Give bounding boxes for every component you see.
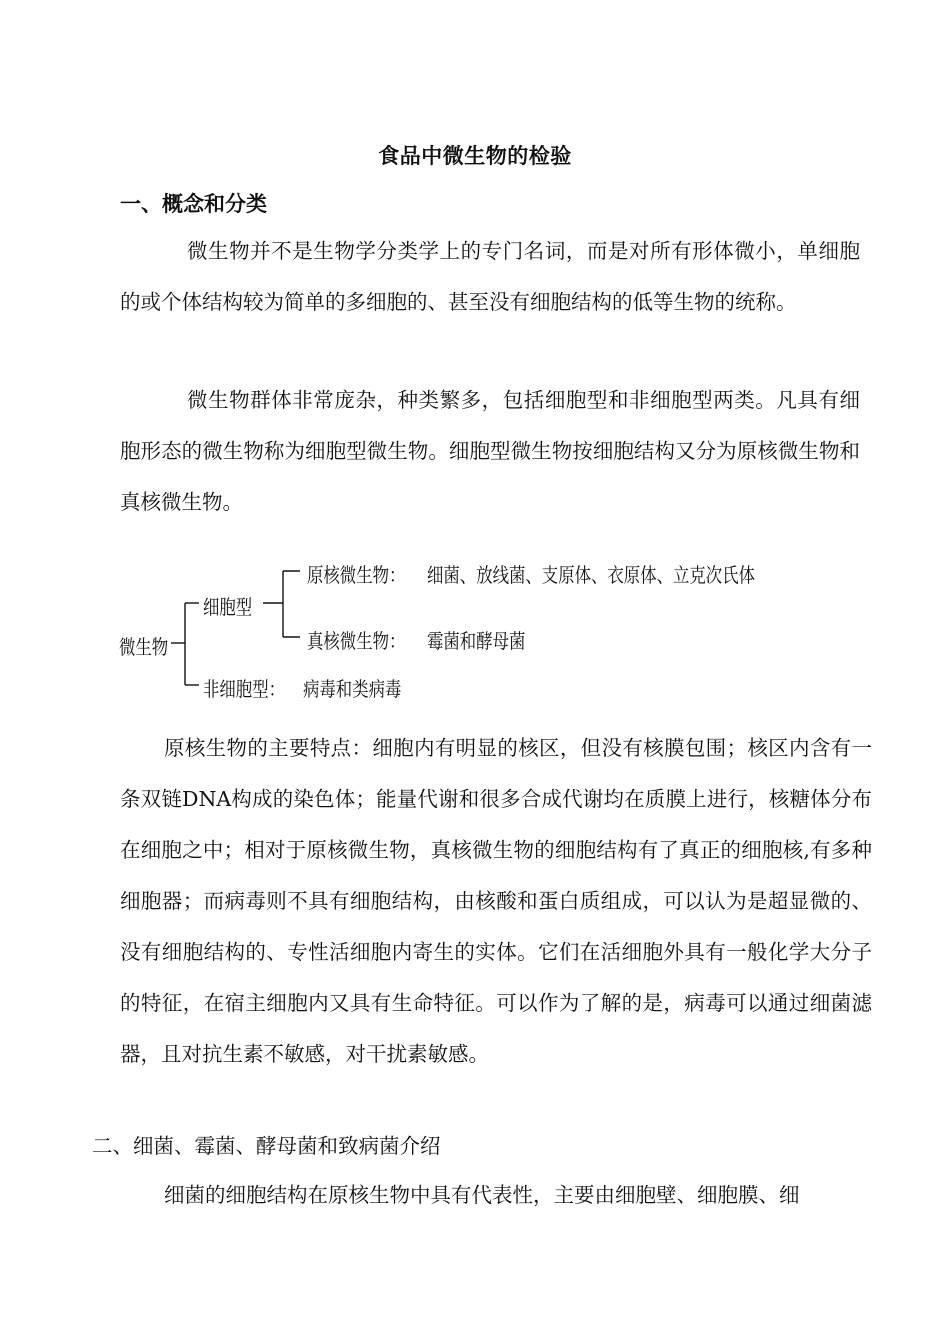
classification-diagram [115,545,815,715]
diagram-noncellular-examples: 病毒和类病毒 [303,677,402,701]
diagram-noncellular-label: 非细胞型： [203,677,285,701]
document-title: 食品中微生物的检验 [378,144,572,168]
diagram-eukaryote-examples: 霉菌和酵母菌 [427,629,526,653]
diagram-eukaryote-label: 真核微生物： [307,629,406,653]
paragraph-definition: 微生物并不是生物学分类学上的专门名词，而是对所有形体微小，单细胞的或个体结构较为简单的多细胞的、甚至没有细胞结构的低等生物的统称。 [120,239,860,314]
diagram-prokaryote-examples: 细菌、放线菌、支原体、衣原体、立克次氏体 [427,563,755,587]
section-heading-bacteria: 二、细菌、霉菌、酵母菌和致病菌介绍 [92,1134,441,1158]
section-heading-concepts: 一、概念和分类 [120,192,267,216]
diagram-root-label: 微生物 [119,635,169,659]
diagram-prokaryote-label: 原核微生物： [307,563,406,587]
paragraph-bacteria-structure: 细菌的细胞结构在原核生物中具有代表性，主要由细胞壁、细胞膜、细 [164,1183,800,1207]
paragraph-prokaryote-features: 原核生物的主要特点：细胞内有明显的核区，但没有核膜包围；核区内含有一条双链DNA构成的染色体；能量代谢和很多合成代谢均在质膜上进行，核糖体分布在细胞之中；相对于原核微生物，真核微生物的细胞结构有了真正的细胞核,有多种细胞器；而病毒则不具有细胞结构，由核酸和蛋白质组成，可以认为是超显微的、没有细胞结构的、专性活细胞内寄生的实体。它们在活细胞外具有一般化学大分子的特征，在宿主细胞内又具有生命特征。可以作为了解的是，病毒可以通过细菌滤器，且对抗生素不敏感，对干扰素敏感。 [120,736,872,1066]
paragraph-classification: 微生物群体非常庞杂，种类繁多，包括细胞型和非细胞型两类。凡具有细胞形态的微生物称为细胞型微生物。细胞型微生物按细胞结构又分为原核微生物和真核微生物。 [120,388,860,514]
diagram-cellular-label: 细胞型 [203,595,253,619]
